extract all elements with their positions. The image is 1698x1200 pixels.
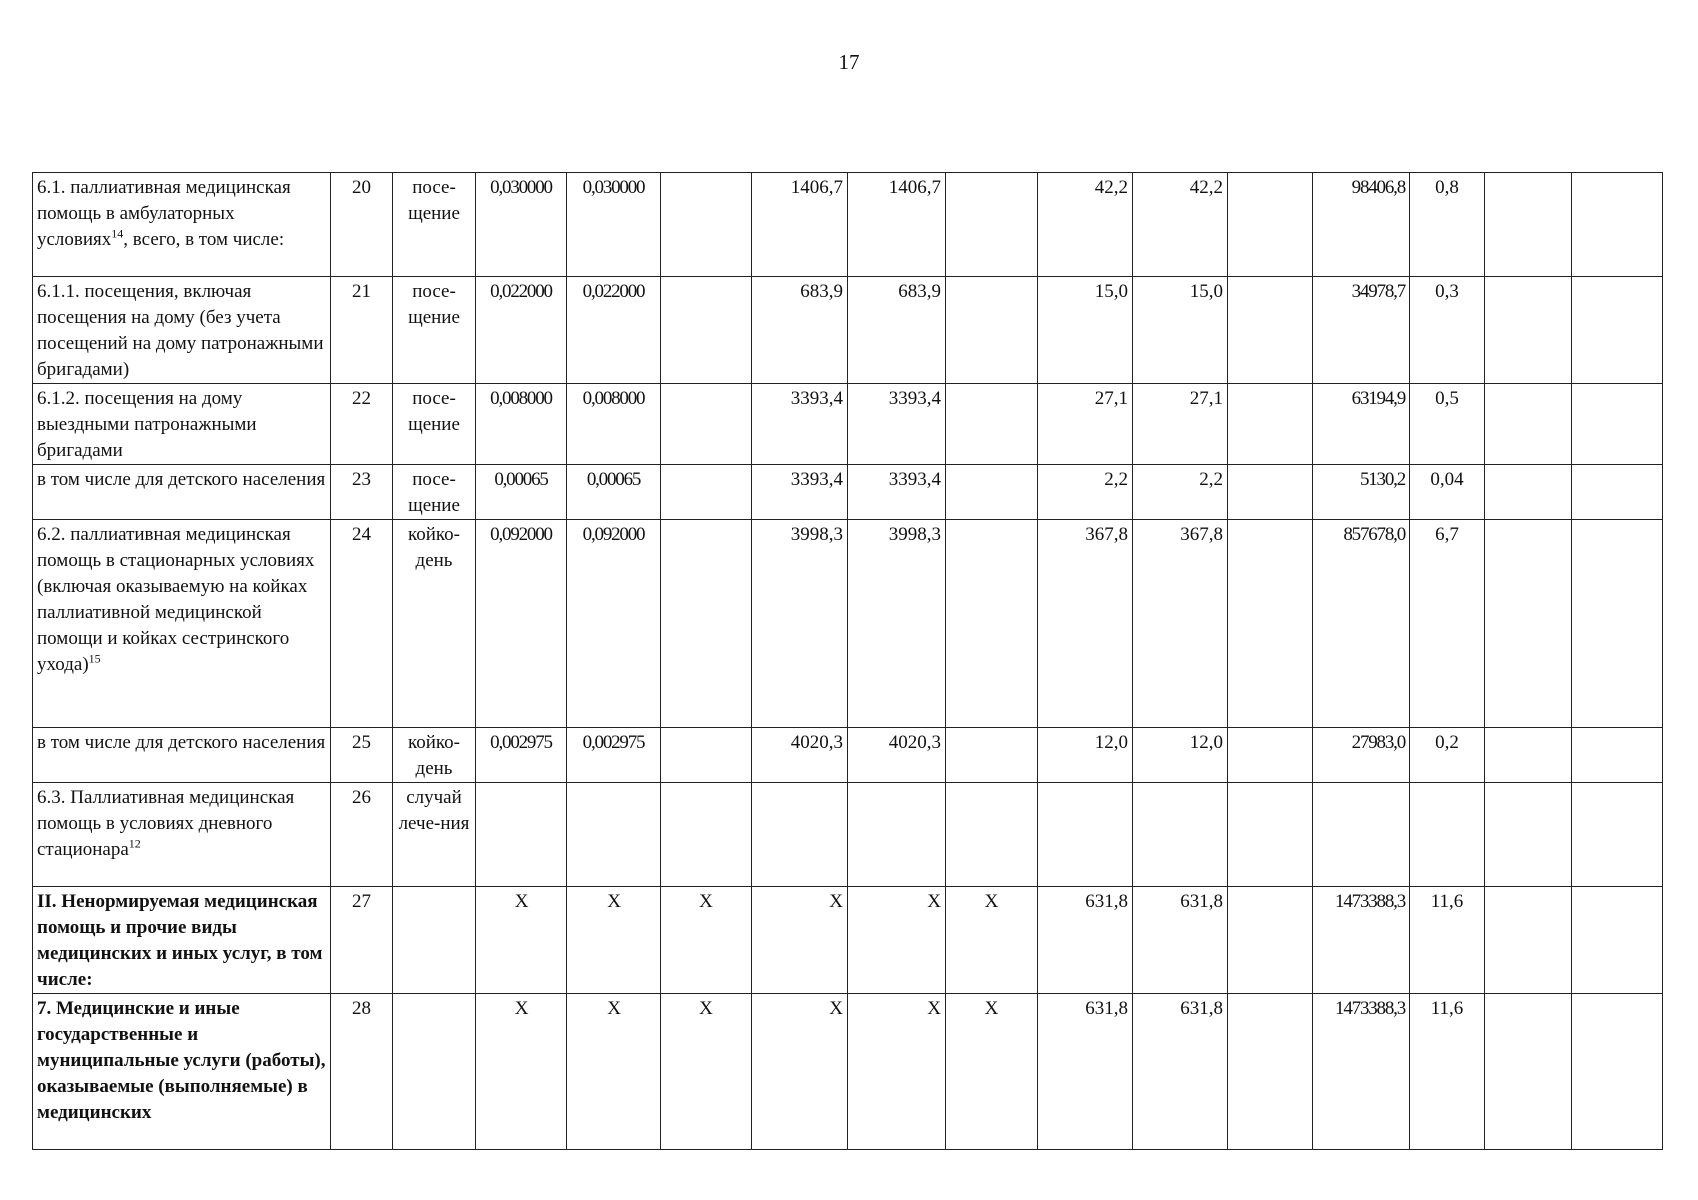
per-capita-cell: 631,8	[1038, 887, 1133, 994]
total-amount-cell: 1473388,3	[1313, 994, 1410, 1150]
per-capita-2-cell: 2,2	[1133, 465, 1228, 520]
extra-col-1-cell	[1485, 887, 1572, 994]
extra-col-2-cell	[1572, 277, 1663, 384]
unit-of-measure: посе-щение	[393, 173, 476, 277]
row-number: 20	[331, 173, 393, 277]
extra-col-2-cell	[1572, 520, 1663, 728]
norm-volume-cell: 0,00065	[476, 465, 567, 520]
extra-col-2-cell	[1572, 887, 1663, 994]
cost-unit-2-cell: 683,9	[848, 277, 946, 384]
share-percent-cell: 0,2	[1410, 728, 1485, 783]
per-capita-3-cell	[1228, 520, 1313, 728]
norm-volume-2-cell: 0,022000	[567, 277, 661, 384]
per-capita-cell: 12,0	[1038, 728, 1133, 783]
row-name: 6.2. паллиативная медицинская помощь в стационарных условиях (включая оказываемую на койках паллиативной медицинской помощи и койках сестринского ухода)	[37, 524, 315, 675]
cost-unit-2-cell: X	[848, 887, 946, 994]
table-row	[33, 783, 1663, 887]
per-capita-3-cell	[1228, 887, 1313, 994]
cost-unit-3-cell	[946, 173, 1038, 277]
footnote-ref: 12	[128, 836, 141, 851]
norm-volume-2-cell: 0,002975	[567, 728, 661, 783]
extra-col-1-cell	[1485, 994, 1572, 1150]
unit-of-measure: случай лече-ния	[393, 783, 476, 887]
row-name-cell	[33, 783, 331, 887]
norm-volume-2-cell: X	[567, 887, 661, 994]
per-capita-3-cell	[1228, 277, 1313, 384]
share-percent-cell: 0,8	[1410, 173, 1485, 277]
table-row	[33, 384, 1663, 465]
total-amount-cell: 27983,0	[1313, 728, 1410, 783]
share-percent-cell: 0,5	[1410, 384, 1485, 465]
cost-unit-3-cell	[946, 520, 1038, 728]
table-row	[33, 994, 1663, 1150]
row-number: 23	[331, 465, 393, 520]
cost-unit-2-cell: 3998,3	[848, 520, 946, 728]
row-number: 25	[331, 728, 393, 783]
cost-unit-cell: X	[752, 887, 848, 994]
share-percent-cell: 0,04	[1410, 465, 1485, 520]
cost-unit-3-cell: X	[946, 994, 1038, 1150]
norm-volume-3-cell: X	[661, 887, 752, 994]
extra-col-1-cell	[1485, 465, 1572, 520]
cost-unit-3-cell	[946, 465, 1038, 520]
norm-volume-3-cell	[661, 728, 752, 783]
extra-col-2-cell	[1572, 465, 1663, 520]
cost-unit-2-cell: 4020,3	[848, 728, 946, 783]
row-name-cell	[33, 384, 331, 465]
total-amount-cell: 5130,2	[1313, 465, 1410, 520]
norm-volume-cell: X	[476, 887, 567, 994]
per-capita-3-cell	[1228, 994, 1313, 1150]
norm-volume-2-cell: 0,092000	[567, 520, 661, 728]
cost-unit-3-cell	[946, 384, 1038, 465]
share-percent-cell: 0,3	[1410, 277, 1485, 384]
row-number: 21	[331, 277, 393, 384]
norm-volume-cell: 0,002975	[476, 728, 567, 783]
norm-volume-2-cell	[567, 783, 661, 887]
norm-volume-3-cell: X	[661, 994, 752, 1150]
norm-volume-3-cell	[661, 520, 752, 728]
extra-col-2-cell	[1572, 783, 1663, 887]
data-table	[32, 172, 1663, 1150]
table-row	[33, 277, 1663, 384]
per-capita-3-cell	[1228, 173, 1313, 277]
per-capita-3-cell	[1228, 465, 1313, 520]
row-name: в том числе для детского населения	[37, 732, 326, 753]
total-amount-cell: 98406,8	[1313, 173, 1410, 277]
page-number: 17	[838, 50, 860, 74]
total-amount-cell: 1473388,3	[1313, 887, 1410, 994]
extra-col-1-cell	[1485, 520, 1572, 728]
per-capita-2-cell: 27,1	[1133, 384, 1228, 465]
cost-unit-2-cell: 1406,7	[848, 173, 946, 277]
norm-volume-cell: 0,092000	[476, 520, 567, 728]
share-percent-cell: 11,6	[1410, 887, 1485, 994]
per-capita-2-cell: 367,8	[1133, 520, 1228, 728]
extra-col-1-cell	[1485, 384, 1572, 465]
per-capita-2-cell: 631,8	[1133, 887, 1228, 994]
norm-volume-cell: 0,030000	[476, 173, 567, 277]
extra-col-1-cell	[1485, 277, 1572, 384]
row-name-tail: , всего, в том числе:	[123, 229, 285, 250]
total-amount-cell: 34978,7	[1313, 277, 1410, 384]
per-capita-3-cell	[1228, 384, 1313, 465]
norm-volume-3-cell	[661, 384, 752, 465]
per-capita-cell: 631,8	[1038, 994, 1133, 1150]
per-capita-2-cell: 42,2	[1133, 173, 1228, 277]
cost-unit-cell: 3393,4	[752, 465, 848, 520]
footnote-ref: 15	[88, 651, 101, 666]
share-percent-cell: 11,6	[1410, 994, 1485, 1150]
row-name-cell	[33, 173, 331, 277]
share-percent-cell: 6,7	[1410, 520, 1485, 728]
total-amount-cell: 857678,0	[1313, 520, 1410, 728]
norm-volume-cell	[476, 783, 567, 887]
norm-volume-2-cell: 0,008000	[567, 384, 661, 465]
row-name-cell	[33, 994, 331, 1150]
per-capita-cell: 15,0	[1038, 277, 1133, 384]
per-capita-3-cell	[1228, 728, 1313, 783]
extra-col-1-cell	[1485, 173, 1572, 277]
norm-volume-cell: 0,022000	[476, 277, 567, 384]
cost-unit-3-cell	[946, 783, 1038, 887]
total-amount-cell	[1313, 783, 1410, 887]
norm-volume-3-cell	[661, 465, 752, 520]
row-name-cell	[33, 520, 331, 728]
cost-unit-cell: 1406,7	[752, 173, 848, 277]
per-capita-cell: 367,8	[1038, 520, 1133, 728]
footnote-ref: 14	[111, 226, 124, 241]
norm-volume-cell: 0,008000	[476, 384, 567, 465]
row-name: 6.1.2. посещения на дому выездными патронажными бригадами	[37, 388, 257, 461]
norm-volume-3-cell	[661, 173, 752, 277]
unit-of-measure	[393, 887, 476, 994]
table-row	[33, 465, 1663, 520]
table-row	[33, 520, 1663, 728]
row-name: II. Ненормируемая медицинская помощь и прочие виды медицинских и иных услуг, в том числе:	[37, 891, 323, 990]
cost-unit-2-cell: 3393,4	[848, 465, 946, 520]
row-name-cell	[33, 887, 331, 994]
cost-unit-3-cell	[946, 277, 1038, 384]
per-capita-cell: 2,2	[1038, 465, 1133, 520]
cost-unit-cell	[752, 783, 848, 887]
row-name: 6.3. Паллиативная медицинская помощь в условиях дневного стационара	[37, 787, 295, 860]
extra-col-2-cell	[1572, 384, 1663, 465]
row-name: 7. Медицинские и иные государственные и муниципальные услуги (работы), оказываемые (выполняемые) в медицинских	[37, 998, 326, 1123]
table-row	[33, 173, 1663, 277]
norm-volume-3-cell	[661, 277, 752, 384]
cost-unit-2-cell: 3393,4	[848, 384, 946, 465]
norm-volume-cell: X	[476, 994, 567, 1150]
norm-volume-2-cell: 0,00065	[567, 465, 661, 520]
row-number: 27	[331, 887, 393, 994]
extra-col-1-cell	[1485, 783, 1572, 887]
extra-col-1-cell	[1485, 728, 1572, 783]
cost-unit-cell: 3998,3	[752, 520, 848, 728]
row-name: в том числе для детского населения	[37, 469, 326, 490]
norm-volume-2-cell: X	[567, 994, 661, 1150]
per-capita-2-cell: 15,0	[1133, 277, 1228, 384]
per-capita-2-cell	[1133, 783, 1228, 887]
cost-unit-cell: 3393,4	[752, 384, 848, 465]
share-percent-cell	[1410, 783, 1485, 887]
unit-of-measure: посе-щение	[393, 384, 476, 465]
unit-of-measure: посе-щение	[393, 465, 476, 520]
row-number: 28	[331, 994, 393, 1150]
per-capita-cell: 42,2	[1038, 173, 1133, 277]
row-number: 24	[331, 520, 393, 728]
row-name: 6.1. паллиативная медицинская помощь в амбулаторных условиях	[37, 177, 291, 250]
norm-volume-3-cell	[661, 783, 752, 887]
row-name-cell	[33, 465, 331, 520]
table-row	[33, 887, 1663, 994]
total-amount-cell: 63194,9	[1313, 384, 1410, 465]
unit-of-measure: койко-день	[393, 520, 476, 728]
unit-of-measure	[393, 994, 476, 1150]
cost-unit-3-cell: X	[946, 887, 1038, 994]
per-capita-cell	[1038, 783, 1133, 887]
per-capita-2-cell: 12,0	[1133, 728, 1228, 783]
row-number: 26	[331, 783, 393, 887]
extra-col-2-cell	[1572, 994, 1663, 1150]
table-row	[33, 728, 1663, 783]
per-capita-3-cell	[1228, 783, 1313, 887]
cost-unit-3-cell	[946, 728, 1038, 783]
extra-col-2-cell	[1572, 728, 1663, 783]
row-name-cell	[33, 728, 331, 783]
unit-of-measure: койко-день	[393, 728, 476, 783]
row-name-cell	[33, 277, 331, 384]
cost-unit-cell: 4020,3	[752, 728, 848, 783]
cost-unit-2-cell: X	[848, 994, 946, 1150]
extra-col-2-cell	[1572, 173, 1663, 277]
row-number: 22	[331, 384, 393, 465]
row-name: 6.1.1. посещения, включая посещения на дому (без учета посещений на дому патронажными бригадами)	[37, 281, 324, 380]
norm-volume-2-cell: 0,030000	[567, 173, 661, 277]
unit-of-measure: посе-щение	[393, 277, 476, 384]
cost-unit-cell: 683,9	[752, 277, 848, 384]
cost-unit-cell: X	[752, 994, 848, 1150]
per-capita-cell: 27,1	[1038, 384, 1133, 465]
cost-unit-2-cell	[848, 783, 946, 887]
per-capita-2-cell: 631,8	[1133, 994, 1228, 1150]
